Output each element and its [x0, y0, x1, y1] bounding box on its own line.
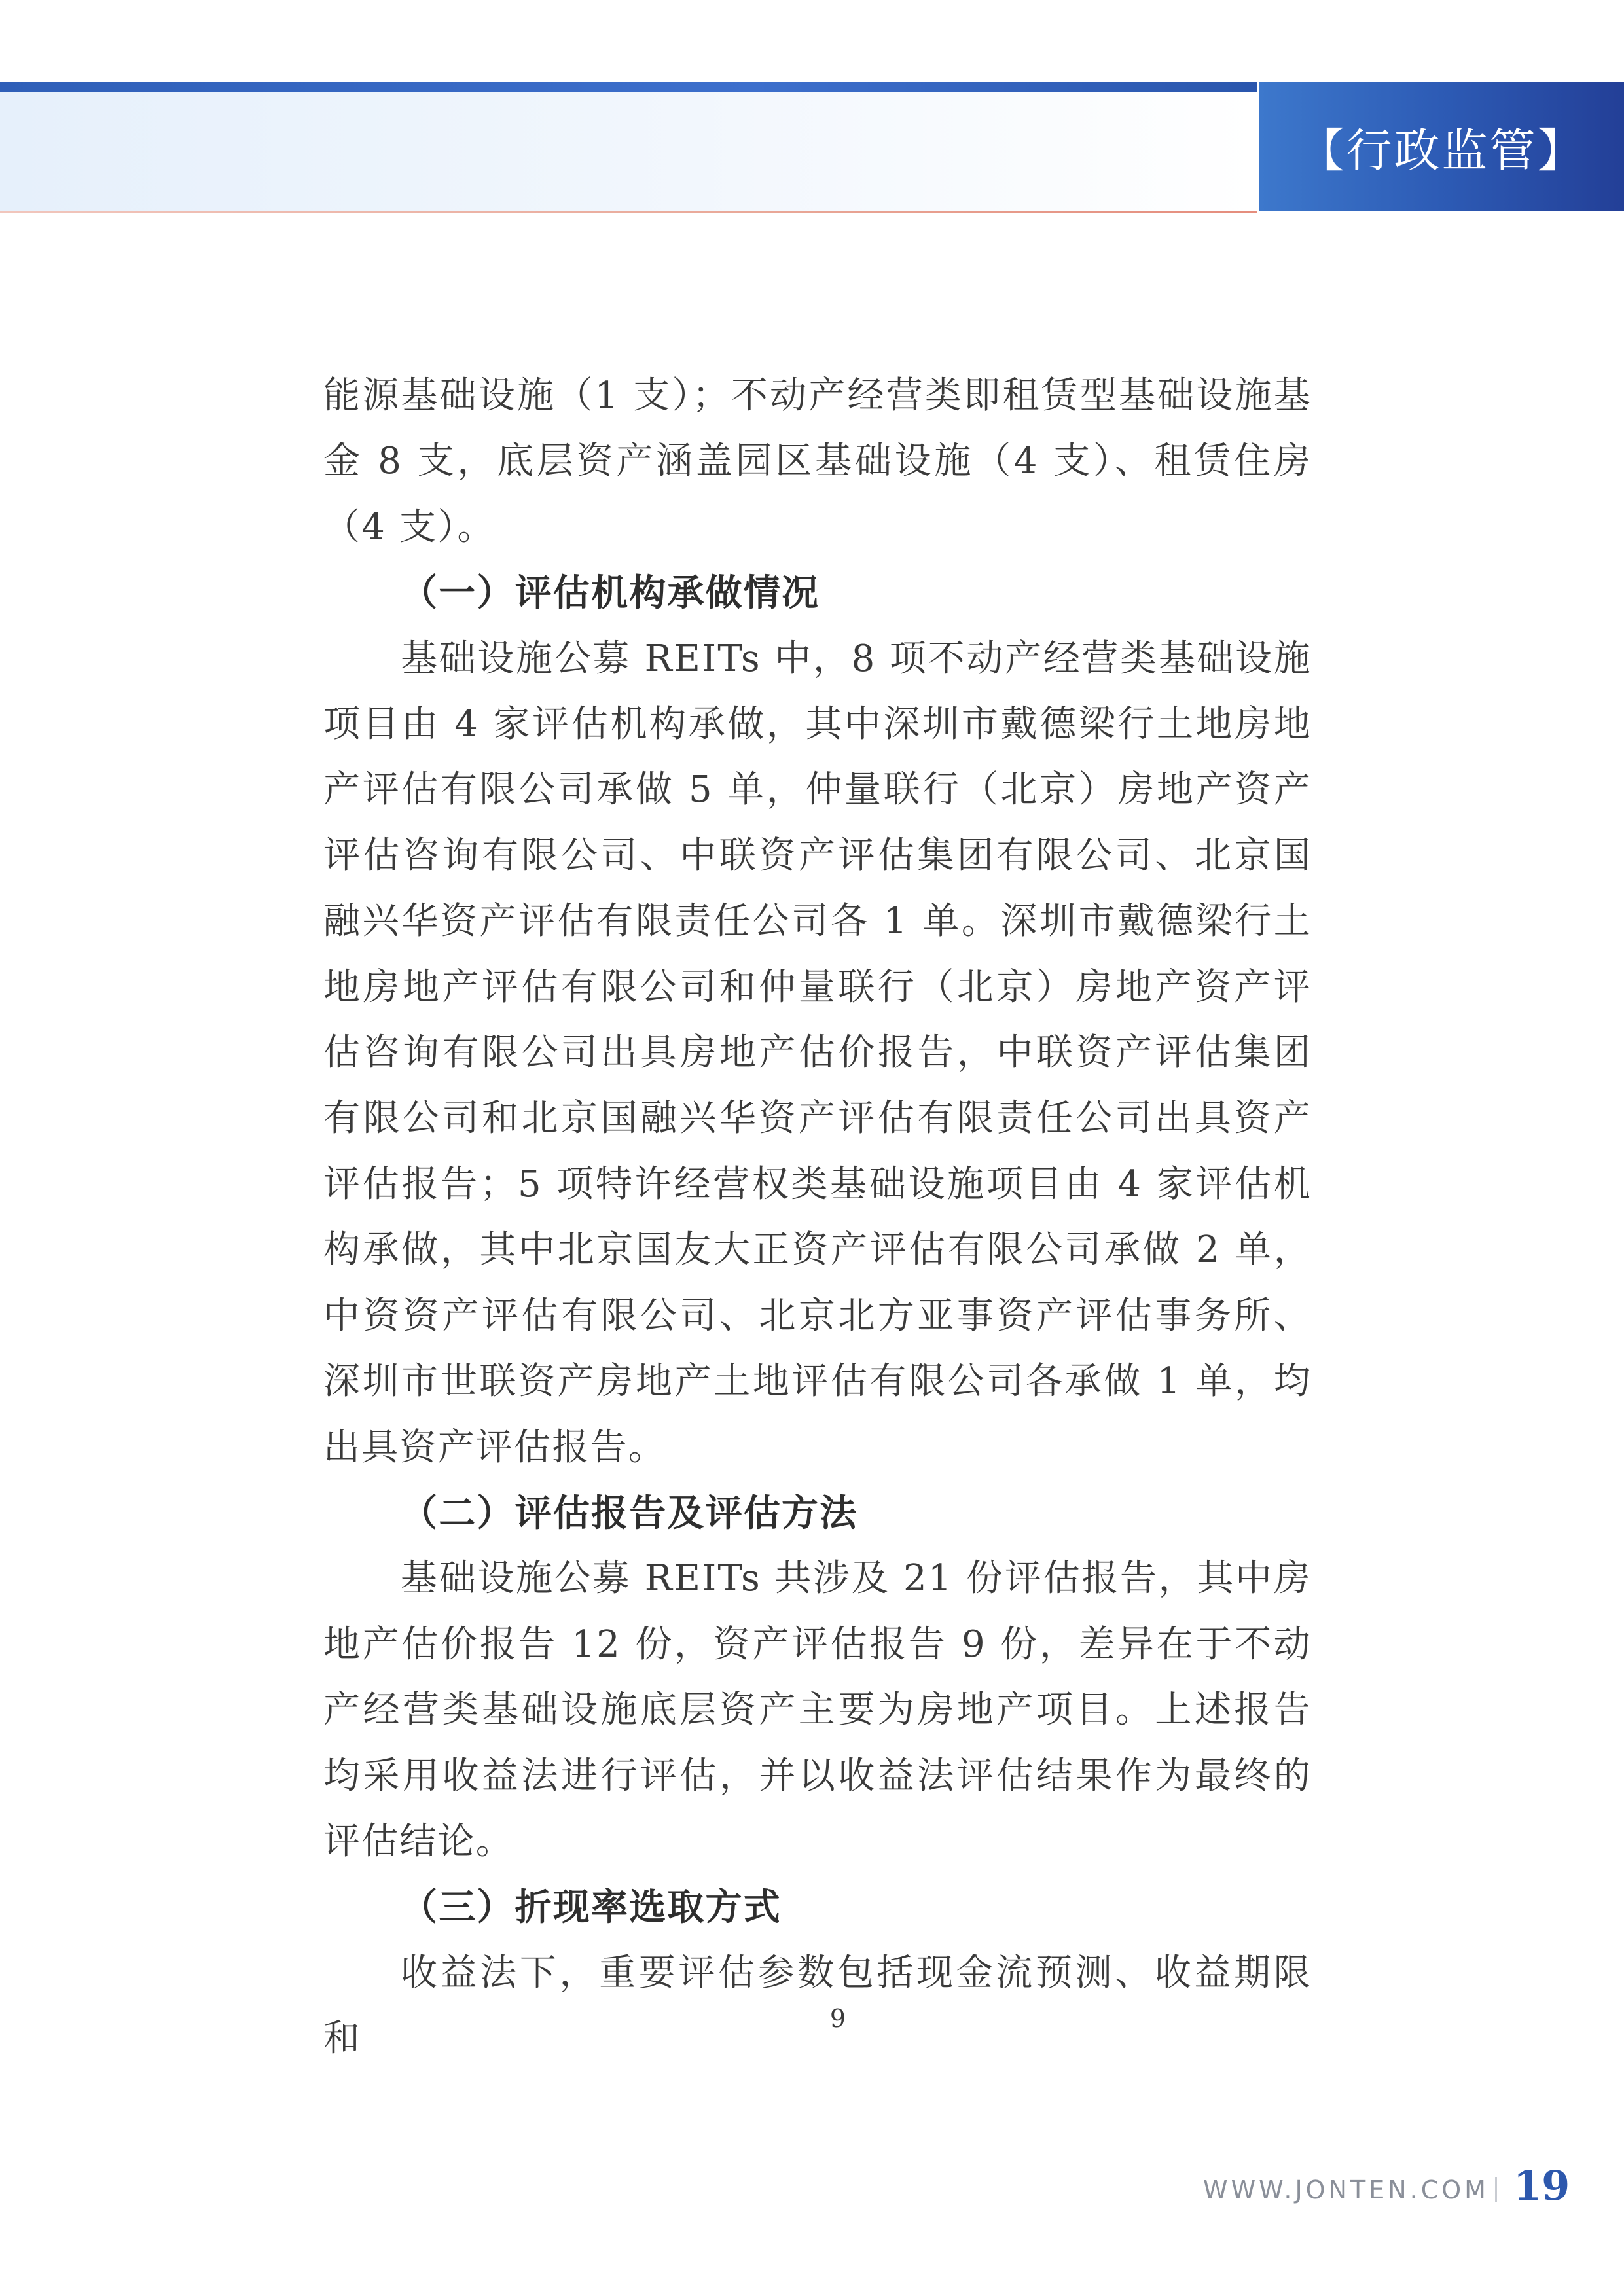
section-heading-3: （三）折现率选取方式 — [401, 1886, 782, 1929]
paragraph-1: 能源基础设施（1 支）；不动产经营类即租赁型基础设施基金 8 支，底层资产涵盖园区基础设施（4 支）、租赁住房（4 支）。 — [323, 374, 1312, 548]
paragraph-3: 基础设施公募 REITs 共涉及 21 份评估报告，其中房地产估价报告 12 份，资产评估报告 9 份，差异在于不动产经营类基础设施底层资产主要为房地产项目。上述报告均采用收益法进行评估，并以收益法评估结果作为最终的评估结论。 — [323, 1557, 1312, 1863]
section-tag: 【行政监管】 — [1259, 82, 1624, 211]
footer-website: WWW.JONTEN.COM — [1203, 2176, 1489, 2204]
paragraph-4: 收益法下，重要评估参数包括现金流预测、收益期限和 — [323, 1951, 1312, 2060]
section-heading-1: （一）评估机构承做情况 — [401, 571, 820, 615]
header-top-rule — [0, 82, 1257, 92]
section-heading-2: （二）评估报告及评估方法 — [401, 1491, 858, 1535]
paragraph-2: 基础设施公募 REITs 中，8 项不动产经营类基础设施项目由 4 家评估机构承做，其中深圳市戴德梁行土地房地产评估有限公司承做 5 单，仲量联行（北京）房地产资产评估咨询有限公司、中联资产评估集团有限公司、北京国融兴华资产评估有限责任公司各 1 单。深圳市戴德梁行土地房地产评估有限公司和仲量联行（北京）房地产资产评估咨询有限公司出具房地产估价报告，中联资产评估集团有限公司和北京国融兴华资产评估有限责任公司出具资产评估报告；5 项特许经营权类基础设施项目由 4 家评估机构承做，其中北京国友大正资产评估有限公司承做 2 单，中资资产评估有限公司、北京北方亚事资产评估事务所、深圳市世联资产房地产土地评估有限公司各承做 1 单，均出具资产评估报告。 — [323, 637, 1312, 1469]
header-underline — [0, 211, 1257, 213]
footer-page-number: 19 — [1513, 2162, 1570, 2210]
inner-page-number: 9 — [829, 2004, 846, 2033]
header-band — [0, 92, 1257, 211]
document-body — [323, 363, 1312, 2072]
footer-separator — [1495, 2177, 1497, 2202]
